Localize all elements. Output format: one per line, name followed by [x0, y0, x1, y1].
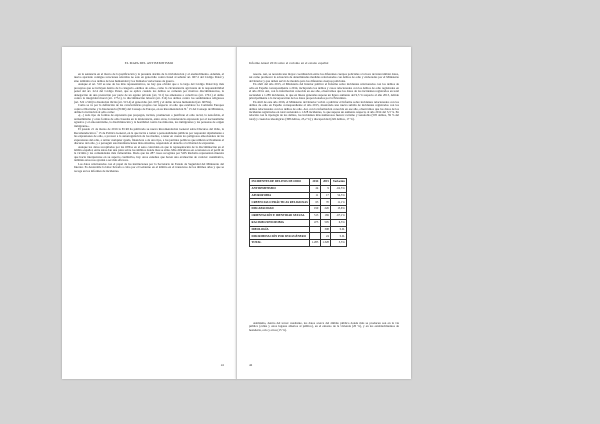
- table-cell-y2014: 24: [310, 185, 321, 192]
- table-cell-category: CREENCIAS O PRÁCTICAS RELIGIOSAS: [251, 199, 308, 204]
- table-cell-category: ANTISEMITISMO: [250, 185, 310, 192]
- table-row: [250, 192, 347, 199]
- quote-paragraph: «[...] todo tipo de formas de expresión que propagan, incitan, promueven o justifican el odio racial, la xenofobia, el antisemitismo y otras formas de odio basadas en la intolerancia, entre otras, la intolerancia expresada por el nacionalismo agresivo y el etnocentrismo, la discriminación y la hostilidad contra las minorías, los inmigrantes y las personas de origen inmigrante».: [74, 113, 224, 128]
- left-page: [62, 47, 236, 379]
- table-cell-category: RACISMO/XENOFOBIA: [250, 219, 310, 226]
- table-cell-y2014: [310, 233, 321, 240]
- table-cell-y2015: 226: [320, 206, 331, 213]
- column-header: 2014: [310, 179, 321, 186]
- paragraph: en la sentencia en el marco de la justificación y la presunta alarma de la trivialización y el enaltecimiento. Además, el nuevo apartado contiguo rotaciones referidas no solo en genocidio contra Israel al señalar art. 607.2 del Código Penal y sino también a los delitos de lesa humanidad y los llamados variaciones de guerra.: [74, 72, 224, 83]
- left-body: [74, 73, 224, 173]
- table-cell-y2015: 17: [320, 192, 331, 199]
- table-cell-y2015: 308: [320, 226, 331, 233]
- table-cell-change: 6,3%: [331, 219, 347, 226]
- table-row: [250, 199, 347, 206]
- table-cell-category: TOTAL: [250, 240, 310, 247]
- paragraph: Aunque el art. 510 es uno de los más representativos, no hay que olvidar que a lo largo del Código Penal hay más preceptos que se incluyen dentro de la categoría «delitos de odio», como la circunstancia agravante de la responsabilidad penal del art. 22.4 del Código Penal, que se aplica cuando los delitos se cometen por motivos discriminatorios, la denegación de una prestación por parte de un agente privado (art. 511) los amenazas a colectivos (art. 170.1) el delito contra la integridad moral (art. 173.1), la discriminación laboral (art. 314) los delitos contra los sentimientos religiosos (art. 522 a 526) la disolución ilícita (art. 515.4) el genocidio (art. 607) y el delito de lesa humanidad (art. 607bis).: [74, 82, 224, 104]
- paragraph: Asimismo, dentro del tercer cuadrante, los datos acerca del ámbito público donde más se producen son en la vía pública (calles y otros lugares abiertos al público), en el entorno de la vivienda (20 %), y en los establecimientos de hostelería, ocio y otros (15 %).: [249, 321, 399, 332]
- table-cell-category: DISCRIMINACIÓN POR SEXO/GÉNERO: [250, 233, 310, 240]
- table-cell-category: IDEOLOGÍA: [250, 226, 310, 233]
- hate-crimes-table: [249, 178, 347, 247]
- paragraph: El pasado 21 de marzo de 2016 la ECRI ha publicado su nueva Recomendación General sobre Discurso del Odio, la Recomendación n.º 15 de Política General, en la que incita a tomar a personalidades públicas por responder rápidamente a las expresiones de odio, a proveer a la autorregulación de los medios, a tener en cuenta los peligrosos emocionales de las expresiones del odio, a retirar cualquier ayuda, financiera o de otro tipo, a los partidos políticos que utilizan activamente el discurso del odio, y a perseguir sus manifestaciones más extremas, respetando el derecho a la libertad de expresión.: [74, 127, 224, 146]
- page-number: 42: [249, 363, 253, 367]
- after-table-text: [249, 322, 399, 332]
- table-cell-y2014: 513: [310, 212, 321, 219]
- table-cell-y2015: 9: [320, 185, 331, 192]
- table-cell-y2014: 199: [310, 206, 321, 213]
- running-header: Informe Anual 2016 sobre el racismo en el estado español: [249, 61, 329, 65]
- table-cell-change: 3,3%: [331, 240, 347, 247]
- table-row: [250, 219, 347, 226]
- table-row: [250, 233, 347, 240]
- table-cell-y2014: 475: [310, 219, 321, 226]
- page-number: 41: [220, 363, 224, 367]
- running-header: EL MAPA DEL ANTISEMITISMO: [124, 61, 174, 65]
- table-cell-y2015: 169: [320, 212, 331, 219]
- table-cell-y2014: 1.285: [311, 240, 319, 245]
- table-cell-change: S.D.: [331, 233, 347, 240]
- table-cell-y2015: 505: [320, 219, 331, 226]
- table-cell-category: DISCAPACIDAD: [250, 206, 310, 213]
- table-cell-y2014: 11: [310, 192, 321, 199]
- table-row: [250, 226, 347, 233]
- table-row: [250, 206, 347, 213]
- right-page: [236, 47, 411, 379]
- table-cell-y2015: 1.328: [322, 240, 329, 245]
- paragraph: Aunque los datos recopilados por las ONGs en el seno coinciden en que la representación de la discriminación en el ámbito español, entre éstas dan una pista sobre los ámbitos donde mas se sitúa. Más dificultoso en ocasiones es el perfil de la víctima y las comunidades más vulnerables. Dado que las 287 casos recogidos por SOS Racismo representan muestra que hacía interpretarse en su aspecto cualitativo, hay otros estudios que hacen una evaluación de carácter cuantitativo, también estos nos ayudan a ser más eficaces.: [74, 144, 224, 163]
- paragraph: Los datos relacionados con el papel de las instituciones por la Secretaría de Estado de Seguridad del Ministerio del Interior. Es destacable la labor llevada a cabo por el Gobierno en el ámbito en el transcurso de los últimos años y que se recoge en los informes de incidentes.: [74, 161, 224, 173]
- table-cell-change: -67,1%: [331, 212, 347, 219]
- column-header: Variación: [332, 179, 345, 184]
- table-cell-change: 13,6%: [331, 206, 347, 213]
- table-cell-category: ORIENTACIÓN E IDENTIDAD SEXUAL: [250, 212, 310, 219]
- table-header-row: [250, 179, 347, 186]
- table-cell-y2015: 24: [320, 233, 331, 240]
- table-cell-category: APOROFOBIA: [250, 192, 310, 199]
- column-header: 2015: [320, 179, 331, 186]
- table-row: [250, 212, 347, 219]
- table-row: [250, 185, 347, 192]
- table-cell-change: S.D.: [331, 226, 347, 233]
- paragraph: resorte. Así, se necesita una mayor coordinación entre los diferentes cuerpos policiales a la hora de intercambiar datos, así como promover la actuación de determinadas medidas relacionadas con delitos de odio y elaboradas por el Ministerio del Interior y que deben servir de modelo para los diferentes cuerpos policiales.: [249, 72, 399, 83]
- table-row: [250, 240, 347, 247]
- paragraph: Como se ve por la definición de las características propias con respecto al odio que establece La Comisión Europea contra el Racismo y la Intolerancia (ECRI) del Consejo de Europa, en su Recomendación N.º 15 del Consejo de Ministros, define la incitación al odio como:: [74, 103, 224, 114]
- right-body: [249, 73, 399, 121]
- table-cell-change: -62,5%: [331, 185, 347, 192]
- table-cell-y2014: 63: [310, 199, 321, 206]
- table-cell-change: 54,5%: [331, 192, 347, 199]
- paragraph: En abril de este año 2016, el Ministerio del Interior volvió a publicar el Informe sobre incidentes relacionados con los delitos de odio en España correspondiente al año 2015, mostrando una nueva subida de incidentes registrados con los delitos relacionados con los delitos de odio. Así, con la información conocida en ese año, observamos que los datos de los incidentes registrados en total ascienden a 1.328 incidentes, lo que supone un aumento respecto al año 2014 del 3,3 %. En relación con la tipología de los delitos, los incidentes más numerosos fueron: racismo y xenofobia (505 delitos, 39 % del total) y creencias ideológicas (308 delitos, 23,2 %) y discapacidad (226 delitos, 17 %).: [249, 99, 399, 121]
- table-cell-y2014: [310, 226, 321, 233]
- table-cell-change: 11,1%: [331, 199, 347, 206]
- paragraph: En abril del año 2015, el Ministerio del Interior publicó el Informe sobre incidentes relacionados con los delitos de odio en España correspondiente a 2014, incluyendo los delitos y casos relacionados con los delitos de odio registrados en el año 2014. Así, con la información conocida en ese año, observamos que los datos de los incidentes registrados en total ascienden a 1.285 incidentes, lo que en líneas generales supone un ligero aumento del 9,3 % respecto al año 2013, debido principalmente a la incorporación de los datos proporcionados por la Ertzaintza.: [249, 82, 399, 101]
- column-header: INCIDENTES DE DELITOS DE ODIO: [250, 179, 310, 186]
- table-cell-y2015: 70: [320, 199, 331, 206]
